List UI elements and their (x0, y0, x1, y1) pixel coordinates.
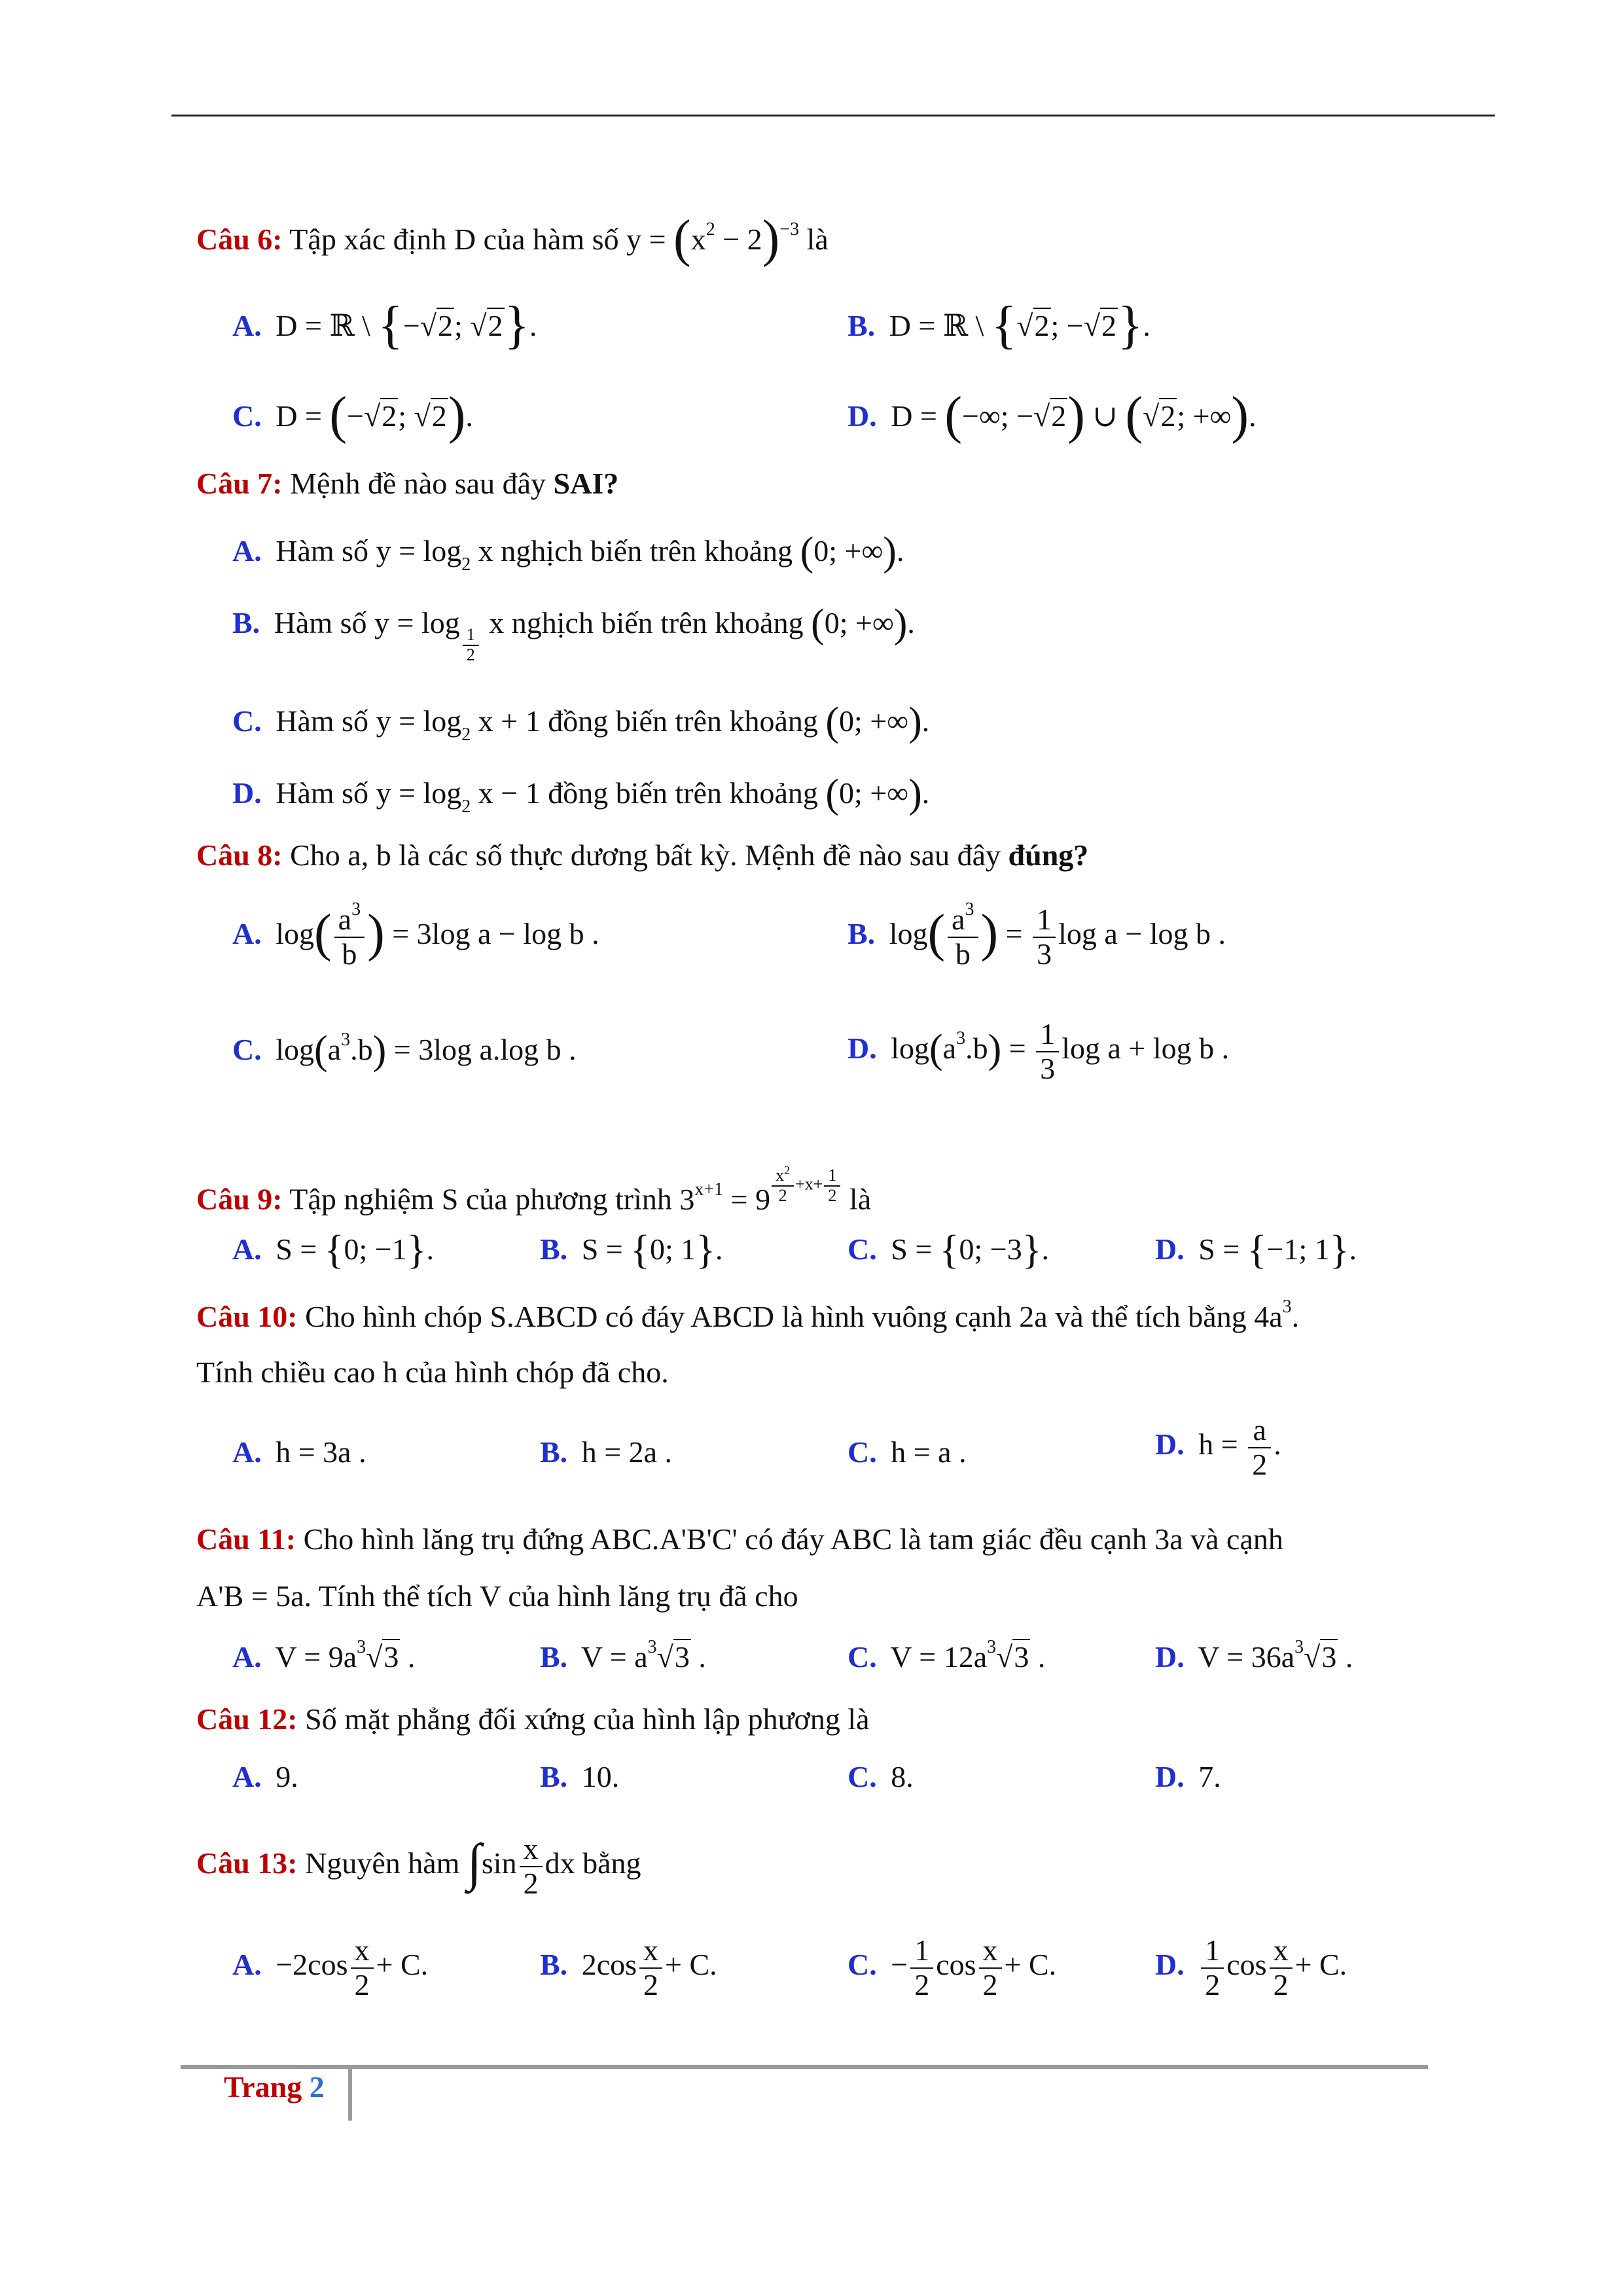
q8-option-a[interactable]: A. log( $\frac{a^3}{b}$ ) = 3log a − log b . (232, 899, 599, 971)
page-footer: Trang 2 (224, 2070, 325, 2104)
question-12: Câu 12: Số mặt phẳng đối xứng của hình lập phương là (196, 1702, 870, 1736)
q7-option-c[interactable]: C. Hàm số $y = \log_2 x + 1$ đồng biến trên khoảng (0; +∞). (232, 700, 930, 745)
question-13: Câu 13: Nguyên hàm ∫sin $\frac{x}{2}$ dx bằng (196, 1832, 641, 1900)
question-9: Câu 9: Tập nghiệm S của phương trình $3^{x+1} = 9$ $\frac{x^2}{2}$ +x+ $\frac{1}{2}$ là (196, 1164, 872, 1216)
q11-option-c[interactable]: C. $V = 12a^3√3$ . (847, 1637, 1046, 1674)
q6-option-c[interactable]: C. D = (−√2; √2). (232, 387, 473, 444)
page-number: 2 (309, 2070, 325, 2104)
q7-option-a[interactable]: A. Hàm số $y = \log_2 x$ nghịch biến trên khoảng (0; +∞). (232, 529, 904, 575)
question-10-line-2: Tính chiều cao h của hình chóp đã cho. (196, 1355, 669, 1389)
top-rule (171, 115, 1495, 117)
q6-option-d[interactable]: D. D = (−∞; −√2) ∪ (√2; +∞). (847, 387, 1257, 444)
q12-option-d[interactable]: D. 7. (1155, 1760, 1221, 1793)
question-8: Câu 8: Cho a, b là các số thực dương bất kỳ. Mệnh đề nào sau đây đúng? (196, 838, 1089, 872)
question-6: Câu 6: Tập xác định D của hàm số $y = (x^2 - 2)^{-3}$ là (196, 210, 829, 268)
question-7: Câu 7: Mệnh đề nào sau đây SAI? (196, 467, 619, 500)
q13-option-a[interactable]: A. −2cos $\frac{x}{2}$ + C. (232, 1933, 429, 2001)
q10-option-b[interactable]: B. h = 2a . (540, 1435, 673, 1469)
q7-option-b[interactable]: B. Hàm số y = log $\frac{1}{2}$ x nghịch biến trên khoảng (0; +∞). (232, 601, 915, 664)
q11-option-a[interactable]: A. $V = 9a^3√3$ . (232, 1637, 416, 1674)
q12-option-a[interactable]: A. 9. (232, 1760, 298, 1793)
q11-option-d[interactable]: D. $V = 36a^3√3$ . (1155, 1637, 1353, 1674)
q10-option-c[interactable]: C. h = a . (847, 1435, 967, 1469)
question-11: Câu 11: Cho hình lăng trụ đứng ABC.A'B'C' có đáy ABC là tam giác đều cạnh 3a và cạnh (196, 1522, 1283, 1556)
question-10: Câu 10: Cho hình chóp S.ABCD có đáy ABCD là hình vuông cạnh 2a và thể tích bằng $4a^3$. (196, 1297, 1300, 1333)
q10-option-d[interactable]: D. h = $\frac{a}{2}$ . (1155, 1413, 1281, 1481)
q12-option-c[interactable]: C. 8. (847, 1760, 914, 1793)
footer-divider (348, 2067, 352, 2121)
question-11-line-2: A'B = 5a. Tính thể tích V của hình lăng trụ đã cho (196, 1579, 798, 1613)
q6-formula: $y = (x^2 - 2)^{-3}$ (626, 210, 800, 268)
q13-option-b[interactable]: B. 2cos $\frac{x}{2}$ + C. (540, 1933, 717, 2001)
q11-option-b[interactable]: B. $V = a^3√3$ . (540, 1637, 706, 1674)
q8-option-b[interactable]: B. log( $\frac{a^3}{b}$ ) = $\frac{1}{3}$ log a − log b . (847, 899, 1226, 971)
q7-option-d[interactable]: D. Hàm số $y = \log_2 x - 1$ đồng biến trên khoảng (0; +∞). (232, 772, 930, 817)
q9-option-c[interactable]: C. S = {0; −3}. (847, 1228, 1050, 1272)
q13-option-d[interactable]: D. $\frac{1}{2}$ cos $\frac{x}{2}$ + C. (1155, 1933, 1347, 2001)
q8-option-c[interactable]: C. $\log(a^3.b) = 3\log$ a.log b . (232, 1028, 577, 1073)
q6-option-b[interactable]: B. D = ℝ \ {√2; −√2}. (847, 296, 1150, 354)
q9-option-d[interactable]: D. S = {−1; 1}. (1155, 1228, 1357, 1272)
q13-option-c[interactable]: C. − $\frac{1}{2}$ cos $\frac{x}{2}$ + C. (847, 1933, 1057, 2001)
q8-option-d[interactable]: D. $\log(a^3.b)$ = $\frac{1}{3}$ log a + log b . (847, 1017, 1230, 1085)
q9-option-a[interactable]: A. S = {0; −1}. (232, 1228, 435, 1272)
q12-option-b[interactable]: B. 10. (540, 1760, 620, 1793)
q10-option-a[interactable]: A. h = 3a . (232, 1435, 366, 1469)
q6-option-a[interactable]: A. D = ℝ \ {−√2; √2}. (232, 296, 537, 354)
footer-rule (181, 2065, 1428, 2069)
q9-option-b[interactable]: B. S = {0; 1}. (540, 1228, 723, 1272)
